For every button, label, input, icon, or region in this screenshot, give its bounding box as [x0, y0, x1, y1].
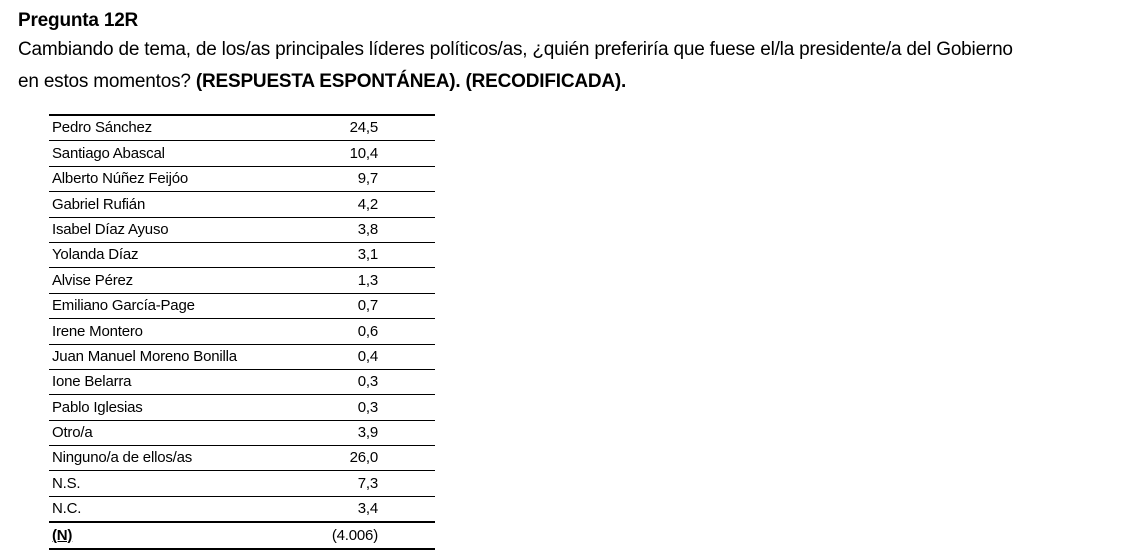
table-row [49, 268, 435, 293]
table-row [49, 217, 435, 242]
row-label: Yolanda Díaz [49, 242, 296, 267]
question-title: Pregunta 12R [18, 10, 139, 31]
table-row [49, 369, 435, 394]
row-label: Ione Belarra [49, 369, 296, 394]
table-row [49, 344, 435, 369]
row-label: N.S. [49, 471, 296, 496]
row-label: Alvise Pérez [49, 268, 296, 293]
row-label: Isabel Díaz Ayuso [49, 217, 296, 242]
total-label-text: (N) [52, 526, 73, 544]
table-row [49, 293, 435, 318]
question-text [18, 34, 1128, 98]
row-label: Otro/a [49, 420, 296, 445]
question-text-emphasis: (RESPUESTA ESPONTÁNEA). (RECODIFICADA). [195, 71, 627, 92]
question-text-line2: en estos momentos? [18, 71, 196, 92]
row-value: 9,7 [296, 166, 435, 191]
table-row [49, 420, 435, 445]
row-label: Gabriel Rufián [49, 192, 296, 217]
table-row [49, 242, 435, 267]
results-table [49, 114, 435, 550]
row-label: Alberto Núñez Feijóo [49, 166, 296, 191]
table-row [49, 166, 435, 191]
table-row [49, 141, 435, 166]
total-row [49, 522, 435, 548]
table-row [49, 115, 435, 141]
row-value: 3,1 [296, 242, 435, 267]
table-row [49, 496, 435, 522]
row-value: 10,4 [296, 141, 435, 166]
row-value: 7,3 [296, 471, 435, 496]
row-label: N.C. [49, 496, 296, 522]
row-value: 0,7 [296, 293, 435, 318]
row-value: 3,9 [296, 420, 435, 445]
row-label: Ninguno/a de ellos/as [49, 446, 296, 471]
table-row [49, 395, 435, 420]
row-value: 0,6 [296, 319, 435, 344]
row-label: Pablo Iglesias [49, 395, 296, 420]
row-value: 1,3 [296, 268, 435, 293]
row-label: Juan Manuel Moreno Bonilla [49, 344, 296, 369]
row-value: 0,3 [296, 369, 435, 394]
table-row [49, 192, 435, 217]
row-label: Emiliano García-Page [49, 293, 296, 318]
row-label: Pedro Sánchez [49, 115, 296, 141]
row-label: Irene Montero [49, 319, 296, 344]
row-value: 3,8 [296, 217, 435, 242]
results-table-body [49, 115, 435, 549]
row-value: 24,5 [296, 115, 435, 141]
row-value: 0,4 [296, 344, 435, 369]
row-value: 26,0 [296, 446, 435, 471]
table-row [49, 471, 435, 496]
results-table-container [49, 114, 435, 550]
row-label: Santiago Abascal [49, 141, 296, 166]
row-value: 0,3 [296, 395, 435, 420]
table-row [49, 319, 435, 344]
question-text-line1: Cambiando de tema, de los/as principales líderes políticos/as, ¿quién preferiría que fuese el/la presidente/a del Gobierno [18, 39, 1013, 60]
question-block [18, 8, 1128, 98]
table-row [49, 446, 435, 471]
total-value: (4.006) [296, 522, 435, 548]
row-value: 3,4 [296, 496, 435, 522]
row-value: 4,2 [296, 192, 435, 217]
total-label [49, 522, 296, 548]
